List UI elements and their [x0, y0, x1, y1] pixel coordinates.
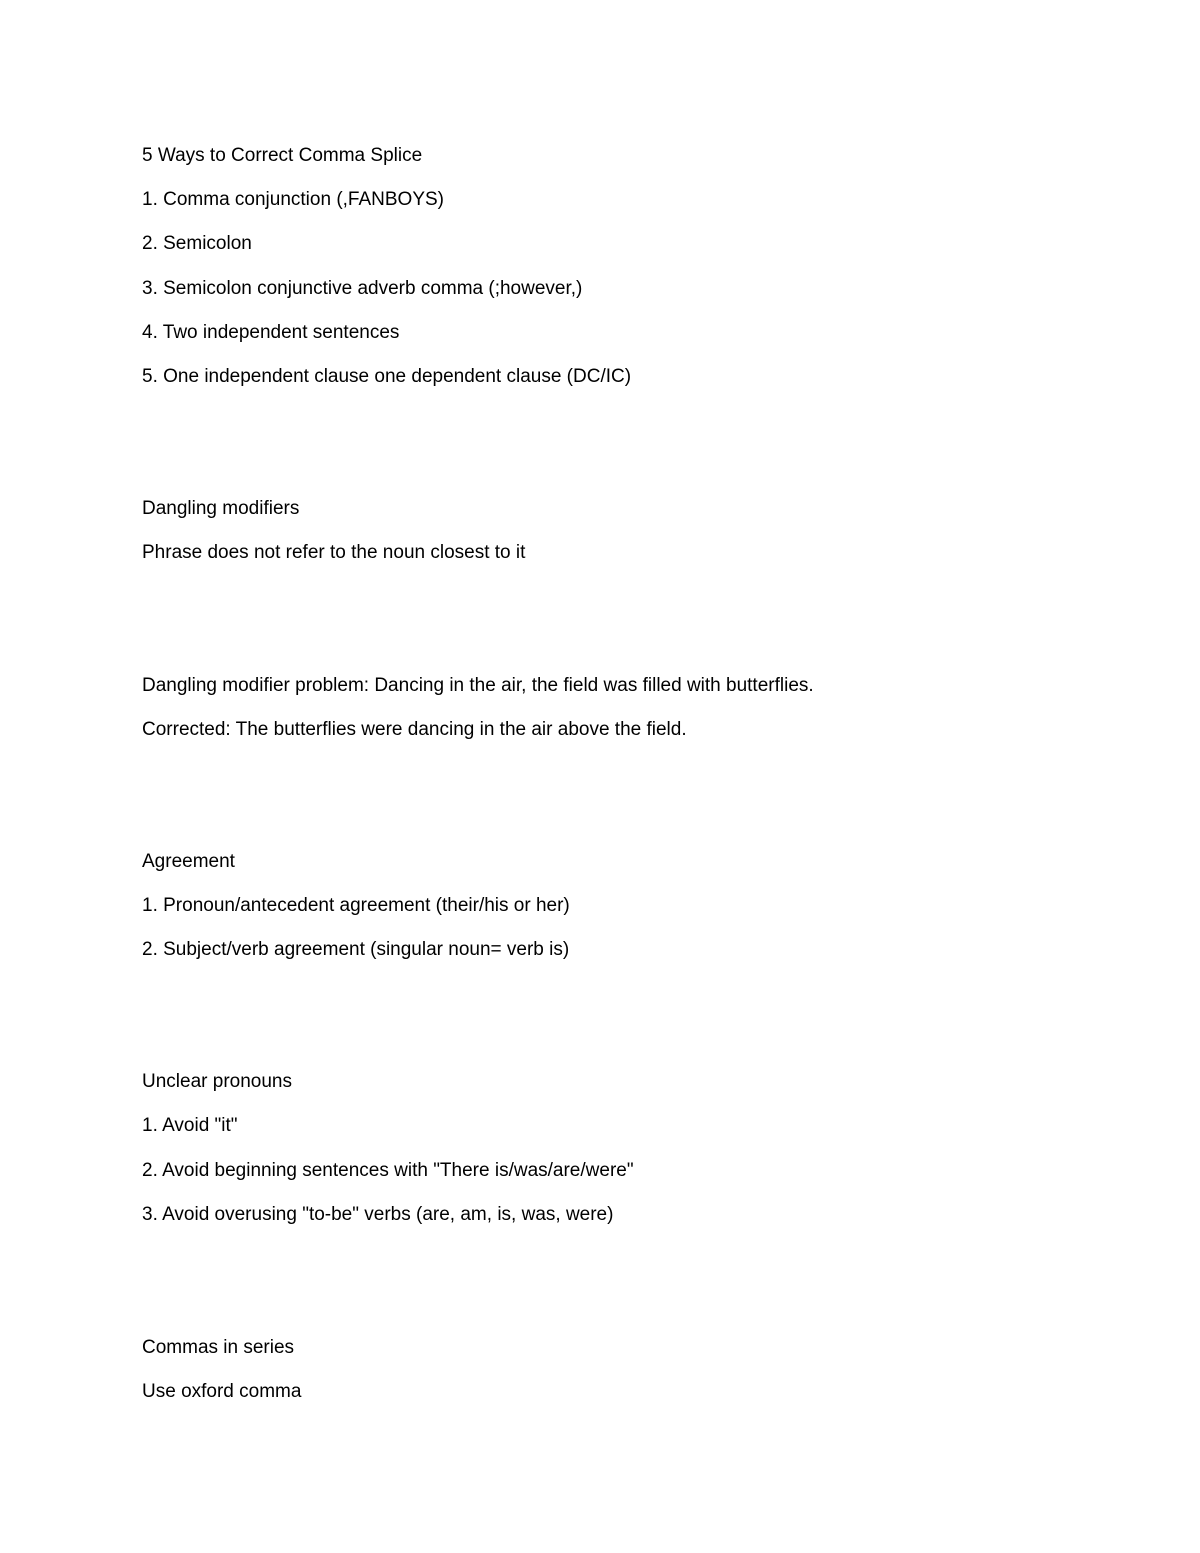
agreement-heading: Agreement: [142, 851, 235, 872]
comma-splice-item: 1. Comma conjunction (,FANBOYS): [142, 189, 444, 210]
dangling-modifier-corrected: Corrected: The butterflies were dancing in the air above the field.: [142, 719, 687, 740]
comma-splice-item: 3. Semicolon conjunctive adverb comma (;however,): [142, 278, 583, 299]
unclear-pronouns-item: 1. Avoid "it": [142, 1115, 238, 1136]
agreement-item: 2. Subject/verb agreement (singular noun= verb is): [142, 939, 570, 960]
unclear-pronouns-heading: Unclear pronouns: [142, 1071, 292, 1092]
unclear-pronouns-item: 2. Avoid beginning sentences with "There is/was/are/were": [142, 1160, 634, 1181]
comma-splice-item: 4. Two independent sentences: [142, 322, 400, 343]
comma-splice-heading: 5 Ways to Correct Comma Splice: [142, 145, 423, 166]
comma-splice-item: 2. Semicolon: [142, 233, 252, 254]
unclear-pronouns-item: 3. Avoid overusing "to-be" verbs (are, am, is, was, were): [142, 1204, 614, 1225]
commas-in-series-heading: Commas in series: [142, 1337, 295, 1358]
dangling-modifiers-definition: Phrase does not refer to the noun closest to it: [142, 542, 526, 563]
comma-splice-item: 5. One independent clause one dependent clause (DC/IC): [142, 366, 632, 387]
agreement-item: 1. Pronoun/antecedent agreement (their/his or her): [142, 895, 570, 916]
dangling-modifiers-heading: Dangling modifiers: [142, 498, 300, 519]
dangling-modifier-problem: Dangling modifier problem: Dancing in the air, the field was filled with butterflies.: [142, 675, 814, 696]
commas-in-series-note: Use oxford comma: [142, 1381, 302, 1402]
